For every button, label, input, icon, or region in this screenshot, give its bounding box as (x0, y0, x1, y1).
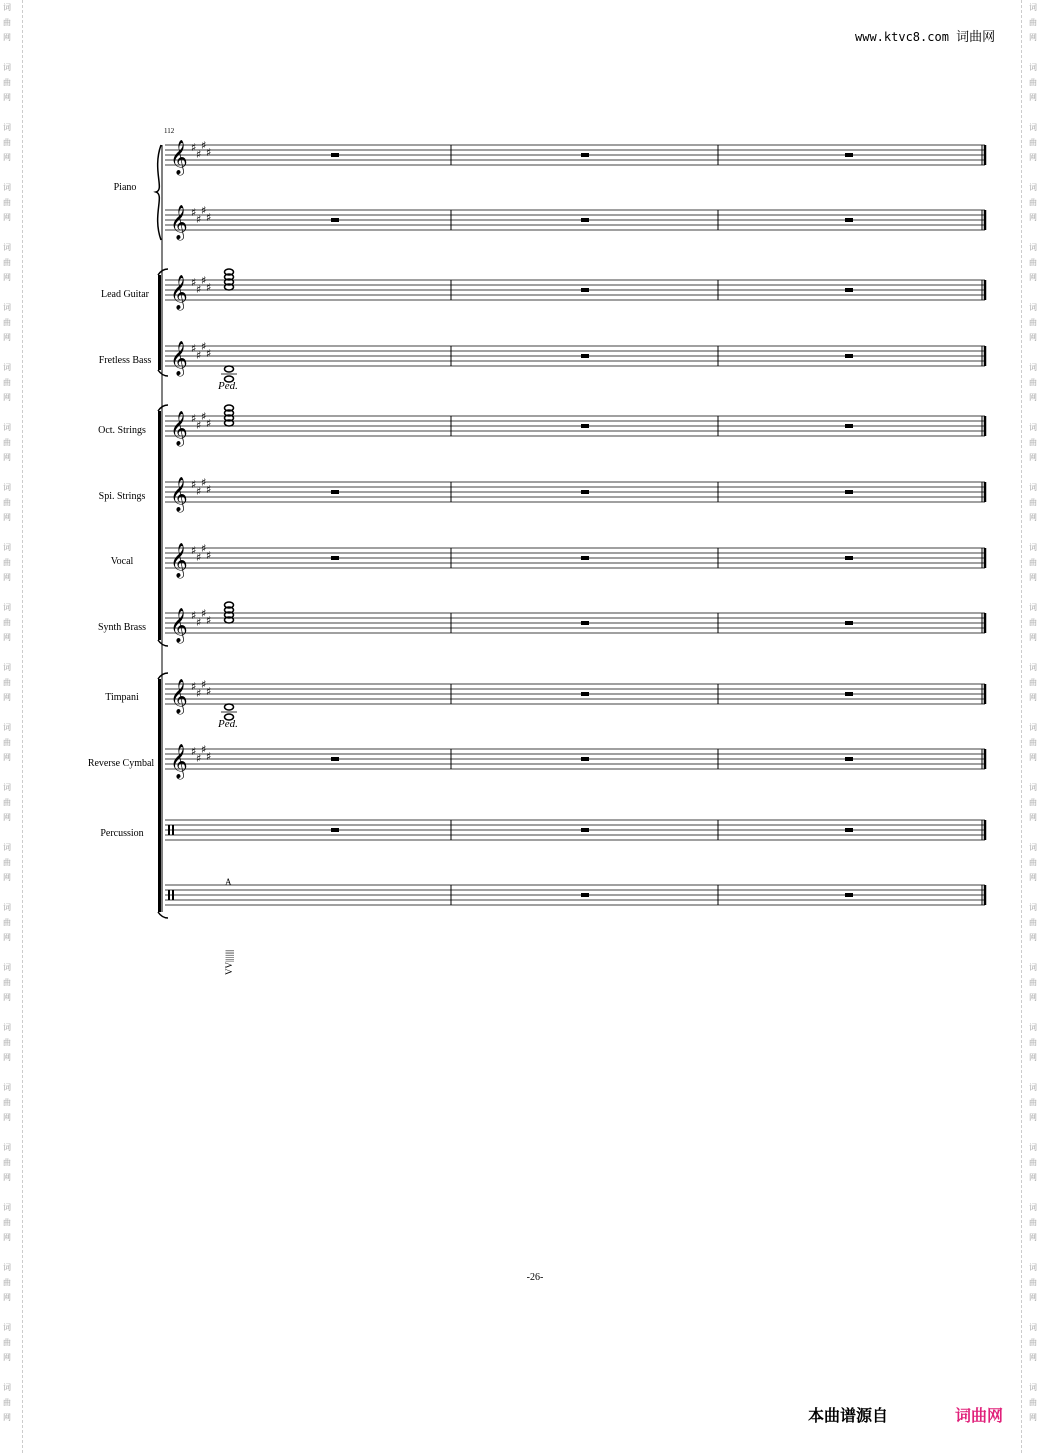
watermark-glyph: 曲 (1029, 18, 1037, 27)
watermark-glyph: 网 (1029, 333, 1037, 342)
watermark-glyph: 曲 (1029, 618, 1037, 627)
treble-clef-icon: 𝄞 (170, 477, 188, 512)
pedal-mark: Ped. (218, 718, 238, 730)
watermark-glyph: 词 (3, 903, 11, 912)
watermark-glyph: 网 (3, 1113, 11, 1122)
watermark-glyph: 网 (3, 453, 11, 462)
whole-rest (331, 218, 339, 222)
whole-rest (581, 153, 589, 157)
watermark-glyph: 词 (3, 303, 11, 312)
whole-rest (331, 757, 339, 761)
watermark-glyph: 词 (3, 3, 11, 12)
sharp-icon: ♯ (196, 283, 202, 296)
treble-clef-icon: 𝄞 (170, 341, 188, 376)
watermark-glyph: 词 (1029, 963, 1037, 972)
label-synth-brass: Synth Brass (97, 622, 147, 633)
whole-rest (331, 153, 339, 157)
watermark-glyph: 网 (1029, 573, 1037, 582)
watermark-glyph: 曲 (3, 918, 11, 927)
watermark-glyph: 曲 (3, 978, 11, 987)
watermark-glyph: 曲 (3, 1278, 11, 1287)
watermark-glyph: 网 (3, 93, 11, 102)
watermark-glyph: 词 (3, 483, 11, 492)
footer-source-label: 本曲谱源自 (808, 1406, 889, 1425)
watermark-glyph: 词 (3, 183, 11, 192)
watermark-glyph: 词 (3, 363, 11, 372)
watermark-glyph: 网 (1029, 753, 1037, 762)
whole-note (225, 366, 234, 372)
sharp-icon: ♯ (196, 148, 202, 161)
watermark-glyph: 曲 (1029, 78, 1037, 87)
accent-mark: A (225, 877, 232, 887)
sharp-icon: ♯ (206, 146, 212, 159)
watermark-glyph: 词 (1029, 123, 1037, 132)
sharp-icon: ♯ (201, 678, 207, 691)
watermark-glyph: 曲 (3, 738, 11, 747)
whole-rest (845, 490, 853, 494)
sharp-icon: ♯ (196, 687, 202, 700)
watermark-glyph: 曲 (1029, 1158, 1037, 1167)
watermark-glyph: 曲 (1029, 1398, 1037, 1407)
label-percussion: Percussion (100, 828, 144, 839)
watermark-glyph: 曲 (3, 78, 11, 87)
sharp-icon: ♯ (191, 206, 197, 219)
whole-rest (845, 218, 853, 222)
whole-rest (331, 490, 339, 494)
watermark-glyph: 网 (3, 273, 11, 282)
bracket-hook (158, 405, 168, 411)
whole-rest (845, 153, 853, 157)
whole-rest (331, 556, 339, 560)
watermark-glyph: 网 (3, 1053, 11, 1062)
whole-rest (581, 556, 589, 560)
watermark-glyph: 词 (3, 603, 11, 612)
bracket-hook (158, 912, 168, 918)
watermark-glyph: 曲 (3, 618, 11, 627)
watermark-glyph: 曲 (3, 258, 11, 267)
watermark-glyph: 曲 (1029, 738, 1037, 747)
percussion-clef-icon (172, 890, 174, 900)
watermark-glyph: 网 (1029, 933, 1037, 942)
sharp-icon: ♯ (206, 347, 212, 360)
sharp-icon: ♯ (201, 340, 207, 353)
sharp-icon: ♯ (206, 211, 212, 224)
percussion-clef-icon (168, 890, 170, 900)
watermark-glyph: 曲 (1029, 378, 1037, 387)
watermark-glyph: 曲 (3, 18, 11, 27)
watermark-glyph: 词 (3, 1083, 11, 1092)
percussion-clef-icon (168, 825, 170, 835)
watermark-glyph: 网 (3, 213, 11, 222)
watermark-glyph: 词 (3, 123, 11, 132)
watermark-glyph: 曲 (3, 498, 11, 507)
watermark-glyph: 曲 (1029, 918, 1037, 927)
treble-clef-icon: 𝄞 (170, 543, 188, 578)
watermark-glyph: 词 (1029, 1323, 1037, 1332)
sharp-icon: ♯ (196, 616, 202, 629)
sharp-icon: ♯ (206, 417, 212, 430)
measure-number: 112 (164, 127, 175, 135)
watermark-glyph: 词 (3, 1023, 11, 1032)
watermark-glyph: 曲 (1029, 258, 1037, 267)
watermark-glyph: 网 (3, 573, 11, 582)
page-number: -26- (526, 1272, 544, 1283)
watermark-glyph: 曲 (3, 558, 11, 567)
sharp-icon: ♯ (196, 752, 202, 765)
watermark-glyph: 曲 (1029, 1338, 1037, 1347)
watermark-glyph: 曲 (1029, 1278, 1037, 1287)
bracket-hook (158, 673, 168, 679)
watermark-glyph: 网 (1029, 813, 1037, 822)
watermark-glyph: 曲 (1029, 1218, 1037, 1227)
whole-rest (581, 692, 589, 696)
watermark-glyph: 曲 (1029, 558, 1037, 567)
whole-rest (845, 424, 853, 428)
treble-clef-icon: 𝄞 (170, 140, 188, 175)
whole-rest (581, 218, 589, 222)
watermark-glyph: 曲 (3, 438, 11, 447)
watermark-glyph: 网 (3, 1233, 11, 1242)
watermark-glyph: 曲 (3, 378, 11, 387)
watermark-glyph: 词 (3, 1263, 11, 1272)
watermark-glyph: 网 (1029, 1353, 1037, 1362)
sharp-icon: ♯ (191, 342, 197, 355)
whole-rest (581, 828, 589, 832)
sharp-icon: ♯ (206, 750, 212, 763)
watermark-glyph: 词 (3, 243, 11, 252)
watermark-glyph: 词 (3, 1203, 11, 1212)
watermark-glyph: 网 (3, 813, 11, 822)
bracket-hook (158, 370, 168, 376)
watermark-glyph: 曲 (1029, 1098, 1037, 1107)
watermark-glyph: 曲 (1029, 678, 1037, 687)
sharp-icon: ♯ (201, 542, 207, 555)
watermark-glyph: 曲 (3, 858, 11, 867)
watermark-glyph: 网 (1029, 213, 1037, 222)
treble-clef-icon: 𝄞 (170, 608, 188, 643)
watermark-glyph: 网 (3, 393, 11, 402)
watermark-glyph: 网 (1029, 1053, 1037, 1062)
watermark-glyph: 网 (3, 1293, 11, 1302)
label-reverse-cymbal: Reverse Cymbal (87, 758, 155, 769)
watermark-glyph: 词 (3, 723, 11, 732)
watermark-glyph: 网 (3, 1173, 11, 1182)
watermark-glyph: 网 (3, 333, 11, 342)
watermark-glyph: 词 (1029, 1083, 1037, 1092)
whole-rest (845, 692, 853, 696)
site-name: 词曲网 (956, 30, 996, 45)
watermark-glyph: 词 (3, 663, 11, 672)
watermark-glyph: 网 (1029, 1173, 1037, 1182)
watermark-glyph: 词 (3, 963, 11, 972)
watermark-glyph: 网 (1029, 633, 1037, 642)
watermark-glyph: 网 (1029, 993, 1037, 1002)
sharp-icon: ♯ (191, 544, 197, 557)
watermark-glyph: 网 (3, 33, 11, 42)
watermark-glyph: 网 (3, 1353, 11, 1362)
staff-group-bracket (158, 411, 161, 640)
whole-rest (845, 757, 853, 761)
sharp-icon: ♯ (196, 551, 202, 564)
watermark-glyph: 网 (1029, 1233, 1037, 1242)
sharp-icon: ♯ (201, 607, 207, 620)
staff-group-bracket (158, 275, 161, 370)
watermark-glyph: 网 (3, 693, 11, 702)
treble-clef-icon: 𝄞 (170, 411, 188, 446)
label-piano: Piano (113, 182, 137, 193)
sharp-icon: ♯ (201, 410, 207, 423)
bracket-hook (158, 640, 168, 646)
watermark-glyph: 曲 (3, 318, 11, 327)
watermark-glyph: 网 (3, 933, 11, 942)
watermark-glyph: 网 (3, 1413, 11, 1422)
watermark-glyph: 曲 (1029, 1038, 1037, 1047)
whole-rest (581, 490, 589, 494)
watermark-glyph: 词 (3, 1143, 11, 1152)
sharp-icon: ♯ (191, 745, 197, 758)
watermark-glyph: 词 (3, 843, 11, 852)
watermark-glyph: 网 (3, 633, 11, 642)
watermark-glyph: 网 (1029, 513, 1037, 522)
sharp-icon: ♯ (196, 485, 202, 498)
whole-rest (845, 556, 853, 560)
watermark-glyph: 网 (1029, 1113, 1037, 1122)
watermark-glyph: 曲 (3, 198, 11, 207)
watermark-glyph: 词 (1029, 663, 1037, 672)
watermark-glyph: 词 (3, 63, 11, 72)
staff-group-bracket (158, 679, 161, 912)
whole-rest (845, 893, 853, 897)
watermark-glyph: 词 (1029, 1263, 1037, 1272)
watermark-glyph: 曲 (1029, 438, 1037, 447)
percussion-clef-icon (172, 825, 174, 835)
watermark-glyph: 曲 (3, 1158, 11, 1167)
watermark-glyph: 网 (1029, 153, 1037, 162)
watermark-glyph: 曲 (3, 678, 11, 687)
watermark-glyph: 网 (3, 993, 11, 1002)
watermark-glyph: 词 (3, 423, 11, 432)
watermark-glyph: 曲 (3, 798, 11, 807)
watermark-glyph: 网 (1029, 693, 1037, 702)
sharp-icon: ♯ (196, 349, 202, 362)
watermark-glyph: 词 (1029, 903, 1037, 912)
whole-rest (581, 354, 589, 358)
whole-note (225, 704, 234, 710)
watermark-glyph: 词 (1029, 843, 1037, 852)
watermark-glyph: 曲 (1029, 978, 1037, 987)
label-oct-strings: Oct. Strings (98, 425, 146, 436)
watermark-glyph: 曲 (3, 1338, 11, 1347)
label-fretless-bass: Fretless Bass (98, 355, 152, 366)
watermark-glyph: 词 (1029, 1383, 1037, 1392)
watermark-glyph: 词 (3, 543, 11, 552)
watermark-glyph: 词 (1029, 1143, 1037, 1152)
sharp-icon: ♯ (201, 743, 207, 756)
watermark-glyph: 曲 (3, 1038, 11, 1047)
watermark-glyph: 网 (3, 753, 11, 762)
sharp-icon: ♯ (191, 609, 197, 622)
whole-rest (581, 621, 589, 625)
watermark-glyph: 曲 (1029, 138, 1037, 147)
watermark-glyph: 曲 (3, 1218, 11, 1227)
sharp-icon: ♯ (206, 549, 212, 562)
whole-rest (581, 288, 589, 292)
watermark-glyph: 词 (3, 783, 11, 792)
sharp-icon: ♯ (206, 281, 212, 294)
watermark-glyph: 词 (1029, 483, 1037, 492)
percussion-stack-text: VV||||||| (224, 949, 234, 975)
sharp-icon: ♯ (191, 412, 197, 425)
piano-brace (156, 145, 161, 240)
watermark-glyph: 网 (1029, 1413, 1037, 1422)
treble-clef-icon: 𝄞 (170, 205, 188, 240)
whole-rest (845, 621, 853, 625)
watermark-glyph: 网 (1029, 873, 1037, 882)
whole-rest (845, 288, 853, 292)
sharp-icon: ♯ (191, 680, 197, 693)
watermark-glyph: 词 (1029, 243, 1037, 252)
sharp-icon: ♯ (191, 276, 197, 289)
watermark-glyph: 曲 (1029, 318, 1037, 327)
watermark-glyph: 词 (1029, 1023, 1037, 1032)
footer-source-name: 词曲网 (955, 1406, 1004, 1425)
label-lead-guitar: Lead Guitar (100, 289, 150, 300)
watermark-glyph: 网 (3, 873, 11, 882)
watermark-glyph: 曲 (3, 1398, 11, 1407)
watermark-glyph: 词 (1029, 783, 1037, 792)
watermark-glyph: 网 (1029, 393, 1037, 402)
watermark-glyph: 网 (1029, 1293, 1037, 1302)
watermark-glyph: 词 (1029, 423, 1037, 432)
treble-clef-icon: 𝄞 (170, 275, 188, 310)
whole-rest (581, 424, 589, 428)
sharp-icon: ♯ (196, 419, 202, 432)
watermark-glyph: 词 (1029, 3, 1037, 12)
sharp-icon: ♯ (201, 274, 207, 287)
sharp-icon: ♯ (191, 141, 197, 154)
watermark-glyph: 词 (1029, 1203, 1037, 1212)
watermark-glyph: 词 (1029, 603, 1037, 612)
label-spi-strings: Spi. Strings (98, 491, 146, 502)
watermark-glyph: 网 (1029, 33, 1037, 42)
sharp-icon: ♯ (206, 483, 212, 496)
label-vocal: Vocal (110, 556, 134, 567)
watermark-glyph: 词 (1029, 63, 1037, 72)
watermark-glyph: 词 (1029, 303, 1037, 312)
treble-clef-icon: 𝄞 (170, 679, 188, 714)
sharp-icon: ♯ (201, 476, 207, 489)
watermark-glyph: 曲 (3, 1098, 11, 1107)
sharp-icon: ♯ (201, 139, 207, 152)
watermark-glyph: 网 (1029, 453, 1037, 462)
label-timpani: Timpani (105, 692, 139, 703)
watermark-glyph: 词 (1029, 363, 1037, 372)
whole-rest (581, 757, 589, 761)
whole-rest (581, 893, 589, 897)
whole-rest (845, 828, 853, 832)
treble-clef-icon: 𝄞 (170, 744, 188, 779)
watermark-glyph: 曲 (1029, 498, 1037, 507)
watermark-glyph: 网 (3, 513, 11, 522)
watermark-glyph: 词 (1029, 723, 1037, 732)
whole-rest (331, 828, 339, 832)
watermark-glyph: 词 (1029, 543, 1037, 552)
watermark-glyph: 网 (1029, 93, 1037, 102)
sharp-icon: ♯ (201, 204, 207, 217)
site-url: www.ktvc8.com (855, 30, 949, 44)
whole-rest (845, 354, 853, 358)
sharp-icon: ♯ (206, 685, 212, 698)
watermark-glyph: 曲 (1029, 198, 1037, 207)
watermark-glyph: 曲 (1029, 858, 1037, 867)
pedal-mark: Ped. (218, 380, 238, 392)
bracket-hook (158, 269, 168, 275)
watermark-glyph: 词 (3, 1383, 11, 1392)
watermark-glyph: 曲 (3, 138, 11, 147)
sharp-icon: ♯ (191, 478, 197, 491)
watermark-glyph: 词 (1029, 183, 1037, 192)
watermark-glyph: 网 (3, 153, 11, 162)
sharp-icon: ♯ (196, 213, 202, 226)
watermark-glyph: 词 (3, 1323, 11, 1332)
watermark-glyph: 网 (1029, 273, 1037, 282)
watermark-glyph: 曲 (1029, 798, 1037, 807)
sharp-icon: ♯ (206, 614, 212, 627)
